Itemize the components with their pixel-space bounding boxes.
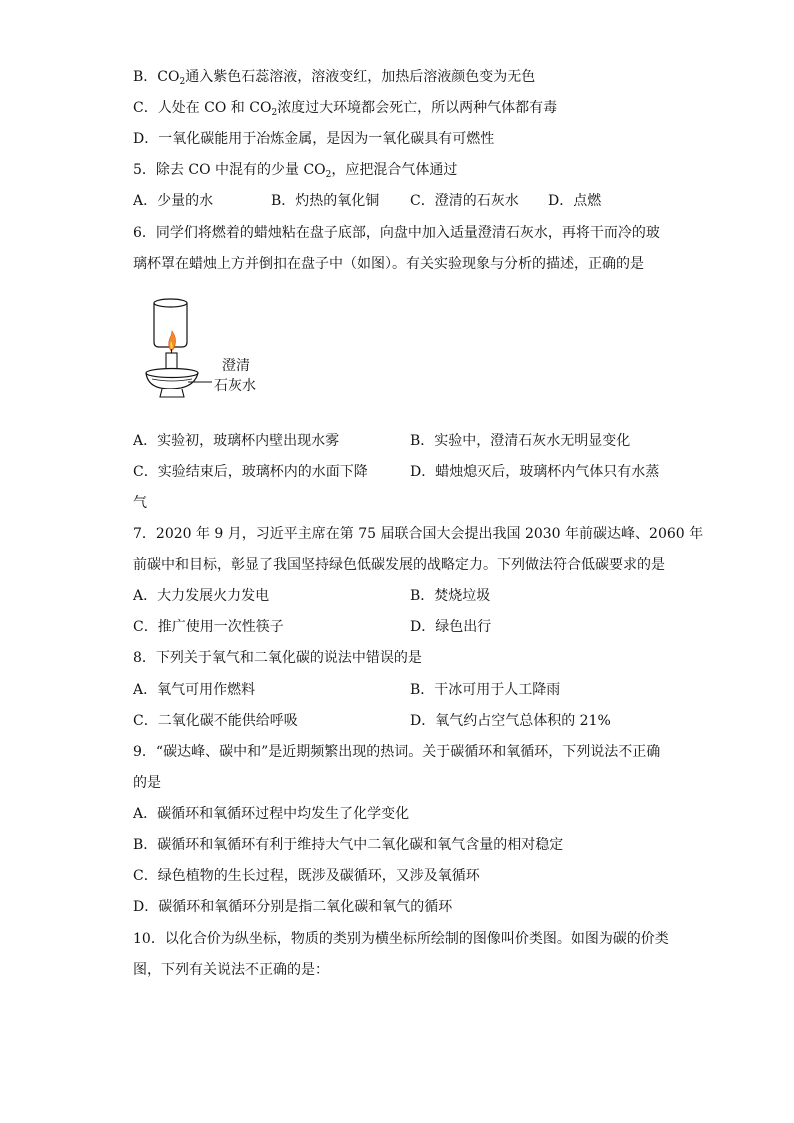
q9-stem-line1: 9．“碳达峰、碳中和”是近期频繁出现的热词。关于碳循环和氧循环，下列说法不正确 [133, 744, 661, 760]
q9-option-d: D．碳循环和氧循环分别是指二氧化碳和氧气的循环 [133, 899, 453, 915]
q6-option-b: B．实验中，澄清石灰水无明显变化 [410, 433, 631, 449]
q4-option-b-post: 通入紫色石蕊溶液，溶液变红，加热后溶液颜色变为无色 [185, 69, 536, 85]
q6-option-c: C．实验结束后，玻璃杯内的水面下降 [133, 464, 368, 480]
q4-option-b-sub: 2 [179, 77, 186, 87]
q5-stem-post: ，应把混合气体通过 [331, 162, 458, 178]
q6-stem-line1: 6．同学们将燃着的蜡烛粘在盘子底部，向盘中加入适量澄清石灰水，再将干而冷的玻 [133, 225, 660, 241]
q8-option-b: B．干冰可用于人工降雨 [410, 682, 561, 698]
q7-option-b: B．焚烧垃圾 [410, 588, 491, 604]
figure-label-clear: 澄清 [222, 358, 250, 374]
q8-option-a: A．氧气可用作燃料 [133, 682, 256, 698]
q7-stem-line1: 7．2020 年 9 月，习近平主席在第 75 届联合国大会提出我国 2030 年前碳达峰、2060 年 [133, 526, 704, 542]
q6-option-a: A．实验初，玻璃杯内壁出现水雾 [133, 433, 340, 449]
q7-option-c: C．推广使用一次性筷子 [133, 619, 284, 635]
dish-rim [146, 369, 198, 378]
q9-option-b: B．碳循环和氧循环有利于维持大气中二氧化碳和氧气含量的相对稳定 [133, 837, 564, 853]
q7-stem-line2: 前碳中和目标，彰显了我国坚持绿色低碳发展的战略定力。下列做法符合低碳要求的是 [133, 557, 665, 573]
candle-experiment-figure [140, 285, 300, 415]
q9-stem-line2: 的是 [133, 775, 161, 791]
q6-stem-line2: 璃杯罩在蜡烛上方并倒扣在盘子中（如图）。有关实验现象与分析的描述，正确的是 [133, 256, 644, 272]
q4-option-c-pre: C．人处在 CO 和 CO [133, 100, 272, 116]
q5-stem [133, 160, 457, 185]
q4-option-c-sub: 2 [271, 108, 278, 118]
q4-option-c [133, 98, 557, 123]
candle-experiment-illustration [140, 285, 300, 415]
q10-stem-line2: 图，下列有关说法不正确的是： [133, 962, 329, 978]
q9-option-c: C．绿色植物的生长过程，既涉及碳循环，又涉及氧循环 [133, 868, 480, 884]
q7-option-d: D．绿色出行 [410, 619, 492, 635]
q4-option-b-pre: B．CO [133, 69, 180, 85]
q6-option-d-wrap: 气 [133, 495, 147, 511]
q5-option-c: C．澄清的石灰水 [410, 193, 519, 209]
q5-option-d: D．点燃 [548, 193, 602, 209]
q5-option-a: A．少量的水 [133, 193, 214, 209]
dish-foot [160, 389, 184, 397]
figure-label-limewater: 石灰水 [214, 378, 256, 394]
q4-option-d: D．一氧化碳能用于冶炼金属，是因为一氧化碳具有可燃性 [133, 131, 495, 147]
q4-option-c-post: 浓度过大环境都会死亡，所以两种气体都有毒 [277, 100, 558, 116]
glass-cup-bottom [154, 299, 187, 307]
q6-option-d: D．蜡烛熄灭后，玻璃杯内气体只有水蒸 [410, 464, 660, 480]
q8-option-c: C．二氧化碳不能供给呼吸 [133, 713, 298, 729]
q5-stem-pre: 5．除去 CO 中混有的少量 CO [133, 162, 326, 178]
q8-option-d: D．氧气约占空气总体积的 21% [410, 713, 611, 729]
q7-option-a: A．大力发展火力发电 [133, 588, 270, 604]
q9-option-a: A．碳循环和氧循环过程中均发生了化学变化 [133, 806, 410, 822]
q8-stem: 8．下列关于氧气和二氧化碳的说法中错误的是 [133, 650, 422, 666]
q5-stem-sub: 2 [325, 170, 332, 180]
q10-stem-line1: 10．以化合价为纵坐标，物质的类别为横坐标所绘制的图像叫价类图。如图为碳的价类 [133, 931, 669, 947]
q4-option-b [133, 67, 535, 92]
q5-option-b: B．灼热的氧化铜 [271, 193, 380, 209]
